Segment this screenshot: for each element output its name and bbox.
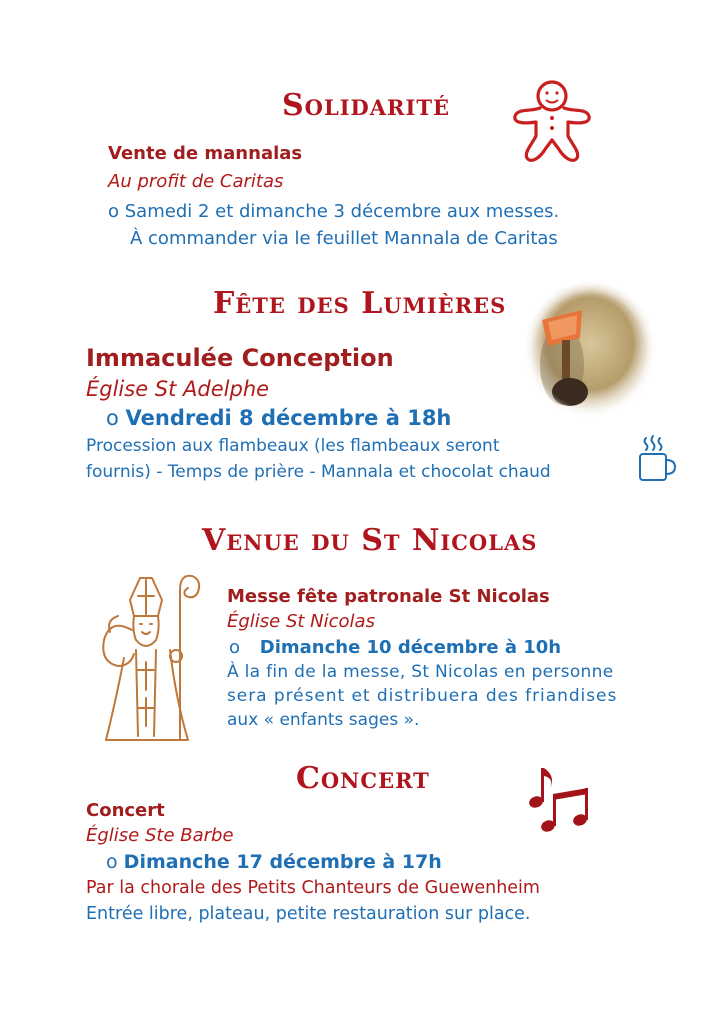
bullet: o — [106, 851, 118, 873]
lumieres-desc1: Procession aux flambeaux (les flambeaux seront — [86, 436, 500, 456]
section-heading-concert: Concert — [296, 761, 430, 796]
solidarite-dates: Samedi 2 et dimanche 3 décembre aux messes. — [124, 201, 560, 222]
concert-date: Dimanche 17 décembre à 17h — [123, 851, 442, 873]
section-heading-lumieres: Fête des Lumières — [213, 286, 507, 321]
nicolas-title: Messe fête patronale St Nicolas — [227, 586, 550, 607]
saint-nicolas-illustration — [96, 570, 206, 748]
concert-title: Concert — [86, 800, 165, 821]
solidarite-line2: À commander via le feuillet Mannala de Caritas — [130, 228, 558, 249]
concert-desc-red: Par la chorale des Petits Chanteurs de Guewenheim — [86, 878, 540, 898]
lumieres-date-line — [106, 406, 451, 430]
solidarite-line1 — [108, 201, 559, 222]
nicolas-subtitle: Église St Nicolas — [227, 611, 375, 632]
bullet: o — [229, 637, 241, 658]
bullet: o — [108, 201, 120, 222]
nicolas-desc1: À la fin de la messe, St Nicolas en personne — [227, 662, 614, 682]
lumieres-date: Vendredi 8 décembre à 18h — [125, 406, 452, 430]
lumieres-title: Immaculée Conception — [86, 344, 394, 372]
concert-subtitle: Église Ste Barbe — [86, 825, 234, 846]
concert-desc-blue: Entrée libre, plateau, petite restauration sur place. — [86, 904, 531, 924]
nicolas-desc3: aux « enfants sages ». — [227, 710, 420, 730]
lumieres-subtitle: Église St Adelphe — [86, 377, 270, 401]
solidarite-title: Vente de mannalas — [108, 143, 303, 164]
nicolas-date: Dimanche 10 décembre à 10h — [259, 637, 562, 658]
gingerbread-icon — [510, 78, 594, 168]
torch-photo — [522, 280, 658, 422]
solidarite-subtitle: Au profit de Caritas — [108, 171, 284, 192]
section-heading-solidarite: Solidarité — [282, 88, 450, 123]
hot-chocolate-cup-icon — [636, 434, 678, 484]
nicolas-desc2: sera présent et distribuera des friandises — [227, 686, 618, 706]
section-heading-nicolas: Venue du St Nicolas — [202, 523, 538, 558]
music-notes-icon — [526, 764, 592, 834]
lumieres-desc2: fournis) - Temps de prière - Mannala et chocolat chaud — [86, 462, 551, 482]
nicolas-date-line — [229, 637, 561, 658]
concert-date-line — [106, 851, 442, 873]
bullet: o — [106, 406, 119, 430]
